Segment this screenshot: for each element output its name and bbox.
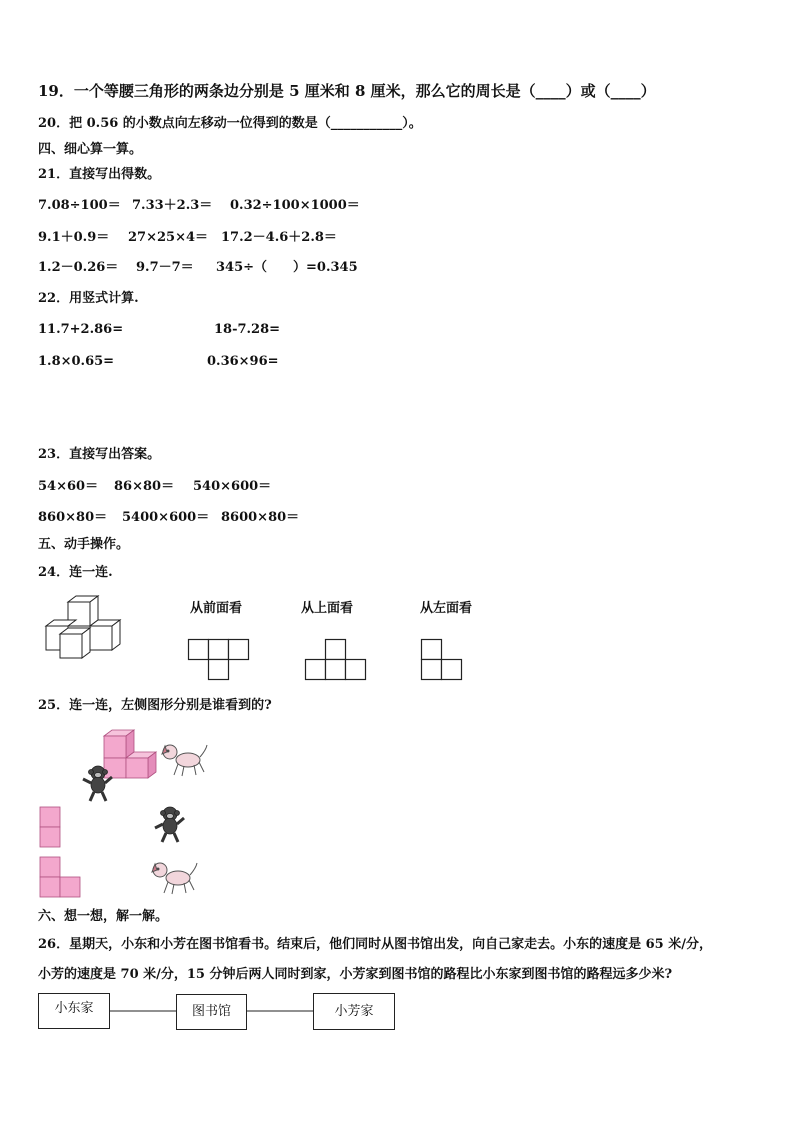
q23-item: 8600×80＝ bbox=[221, 510, 300, 525]
q22-item: 18-7.28= bbox=[214, 322, 281, 337]
question-22: 22．用竖式计算. bbox=[38, 291, 139, 306]
section-5-heading: 五、动手操作。 bbox=[38, 537, 130, 552]
q21-item: 345÷（ ）=0.345 bbox=[216, 260, 358, 275]
q21-item: 17.2－4.6＋2.8＝ bbox=[221, 230, 337, 245]
box-xiaofang-home: 小芳家 bbox=[313, 993, 395, 1030]
q21-item: 27×25×4＝ bbox=[128, 230, 209, 245]
box-library: 图书馆 bbox=[176, 994, 247, 1030]
question-25: 25．连一连，左侧图形分别是谁看到的? bbox=[38, 698, 272, 713]
q23-item: 5400×600＝ bbox=[122, 510, 210, 525]
q21-item: 9.7－7＝ bbox=[136, 260, 194, 275]
view-label-front: 从前面看 bbox=[190, 601, 243, 616]
question-19: 19．一个等腰三角形的两条边分别是 5 厘米和 8 厘米，那么它的周长是（____）或（____） bbox=[38, 82, 656, 100]
question-26-line-2: 小芳的速度是 70 米/分，15 分钟后两人同时到家，小芳家到图书馆的路程比小东家到图书馆的路程远多少米? bbox=[38, 967, 673, 982]
view-label-left: 从左面看 bbox=[420, 601, 473, 616]
q22-item: 1.8×0.65= bbox=[38, 354, 115, 369]
question-26-line-1: 26．星期天，小东和小芳在图书馆看书。结束后，他们同时从图书馆出发，向自己家走去。小东的速度是 65 米/分， bbox=[38, 937, 712, 952]
box-xiaodong-home: 小东家 bbox=[38, 993, 110, 1029]
q22-item: 0.36×96= bbox=[207, 354, 279, 369]
q23-item: 54×60＝ bbox=[38, 479, 99, 494]
q23-item: 86×80＝ bbox=[114, 479, 175, 494]
question-24: 24．连一连. bbox=[38, 565, 113, 580]
section-4-heading: 四、细心算一算。 bbox=[38, 142, 143, 157]
view-label-top: 从上面看 bbox=[301, 601, 354, 616]
q23-item: 860×80＝ bbox=[38, 510, 108, 525]
section-6-heading: 六、想一想，解一解。 bbox=[38, 909, 169, 924]
q21-item: 7.33＋2.3＝ bbox=[132, 198, 213, 213]
question-23: 23．直接写出答案。 bbox=[38, 447, 161, 462]
q21-item: 9.1＋0.9＝ bbox=[38, 230, 110, 245]
question-21: 21．直接写出得数。 bbox=[38, 167, 161, 182]
q21-item: 7.08÷100＝ bbox=[38, 198, 121, 213]
q21-item: 1.2－0.26＝ bbox=[38, 260, 119, 275]
q21-item: 0.32÷100×1000＝ bbox=[230, 198, 360, 213]
question-20: 20．把 0.56 的小数点向左移动一位得到的数是（___________）。 bbox=[38, 116, 422, 131]
q23-item: 540×600＝ bbox=[193, 479, 272, 494]
q22-item: 11.7+2.86= bbox=[38, 322, 124, 337]
